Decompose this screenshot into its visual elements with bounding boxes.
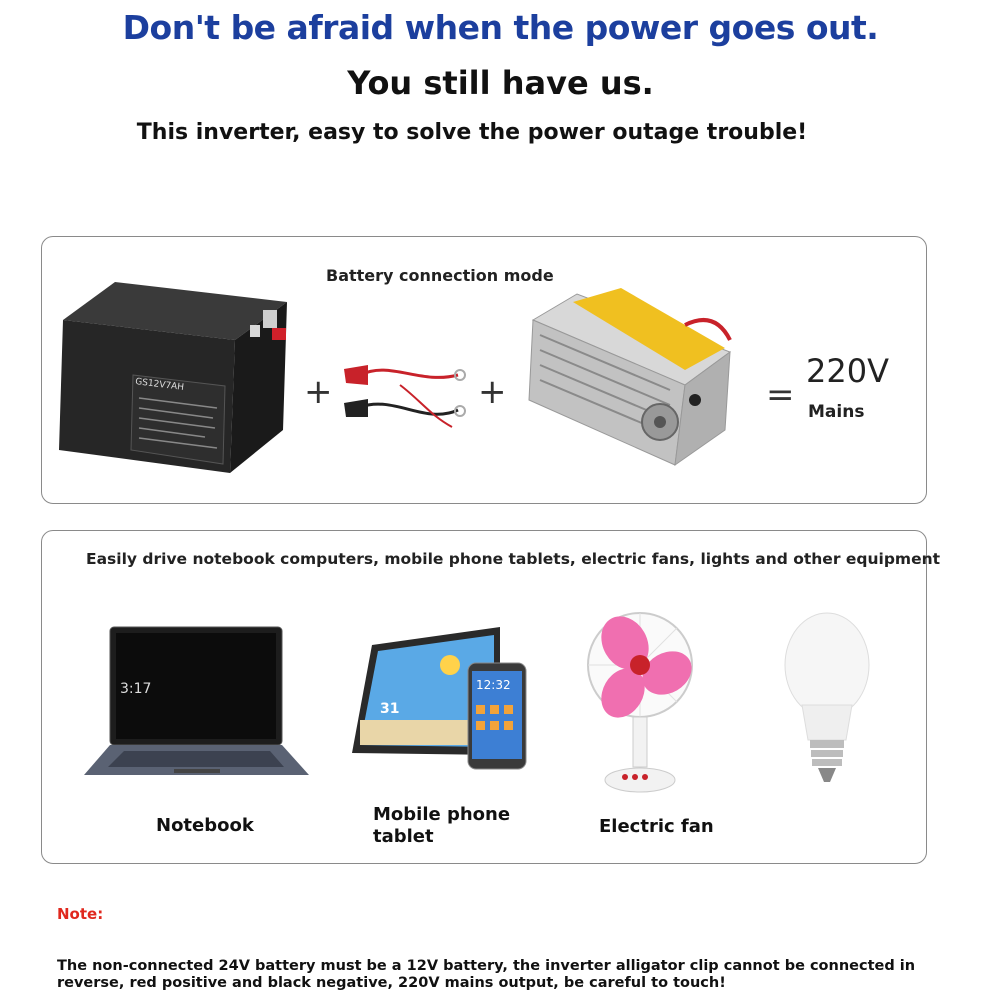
note-text: The non-connected 24V battery must be a 12V battery, the inverter alligator clip cannot be connected in reverse, red positive and black negative, 220V mains output, be careful to touch! <box>57 958 916 991</box>
device-label-fan: Electric fan <box>599 816 714 837</box>
alligator-cable-icon <box>340 355 470 445</box>
electric-fan-icon <box>585 605 695 795</box>
subheadline: You still have us. <box>347 64 654 102</box>
tablet-phone-icon <box>350 625 530 770</box>
light-bulb-icon <box>782 610 872 785</box>
inverter-icon <box>525 290 735 470</box>
output-voltage: 220V <box>806 352 889 390</box>
device-label-mobile <box>373 804 510 848</box>
tagline: This inverter, easy to solve the power outage trouble! <box>136 120 808 145</box>
output-mains-label: Mains <box>808 402 865 422</box>
plus-sign: + <box>304 372 333 412</box>
laptop-screen-time: 3:17 <box>120 681 152 697</box>
laptop-icon <box>84 625 312 780</box>
device-label-notebook: Notebook <box>156 815 254 836</box>
phone-time: 12:32 <box>476 678 511 692</box>
headline: Don't be afraid when the power goes out. <box>122 8 879 47</box>
plus-sign: + <box>478 372 507 412</box>
battery-icon <box>55 280 290 475</box>
devices-section-title: Easily drive notebook computers, mobile phone tablets, electric fans, lights and other equipment <box>86 550 941 568</box>
battery-model-label: GS12V7AH <box>134 377 185 393</box>
note-label: Note: <box>57 905 104 923</box>
battery-section-title: Battery connection mode <box>326 266 554 285</box>
equals-sign: = <box>766 375 795 415</box>
tablet-temperature: 31 <box>380 701 400 717</box>
device-label-mobile-line2: tablet <box>373 826 434 847</box>
device-label-mobile-line1: Mobile phone <box>373 804 511 825</box>
